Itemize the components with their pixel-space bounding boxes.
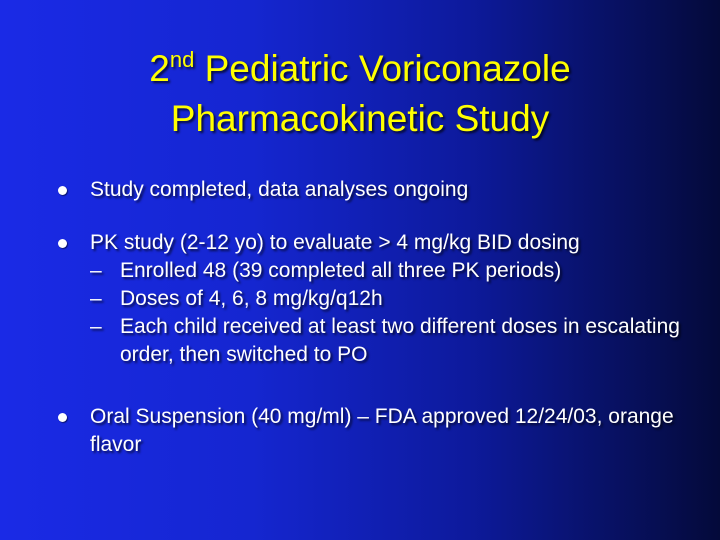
- sub-bullet-item: [90, 285, 688, 313]
- dash-icon: –: [90, 287, 102, 310]
- sub-bullet-item: [90, 313, 688, 369]
- slide-title: [0, 44, 720, 144]
- sub-bullet-item: [90, 257, 688, 285]
- title-line-2: Pharmacokinetic Study: [170, 98, 550, 139]
- sub-bullet-text: Enrolled 48 (39 completed all three PK periods): [120, 259, 562, 282]
- title-ordinal-number: 2: [149, 48, 170, 89]
- title-ordinal-suffix: nd: [169, 47, 195, 72]
- bullet-item: [58, 229, 688, 369]
- bullet-dot-icon: [58, 413, 67, 422]
- bullet-dot-icon: [58, 239, 67, 248]
- bullet-text: Oral Suspension (40 mg/ml) – FDA approved 12/24/03, orange flavor: [90, 405, 674, 456]
- bullet-text: Study completed, data analyses ongoing: [90, 178, 469, 201]
- bullet-item: [58, 403, 688, 459]
- title-line-1-text: Pediatric Voriconazole: [194, 48, 571, 89]
- bullet-list: [58, 176, 688, 459]
- sub-bullet-text: Doses of 4, 6, 8 mg/kg/q12h: [120, 287, 383, 310]
- bullet-text: PK study (2-12 yo) to evaluate > 4 mg/kg BID dosing: [90, 231, 580, 254]
- dash-icon: –: [90, 259, 102, 282]
- sub-bullet-text: Each child received at least two different doses in escalating order, then switched to PO: [120, 315, 680, 366]
- bullet-dot-icon: [58, 186, 67, 195]
- bullet-item: [58, 176, 688, 204]
- title-line-1: [0, 44, 720, 94]
- dash-icon: –: [90, 315, 102, 338]
